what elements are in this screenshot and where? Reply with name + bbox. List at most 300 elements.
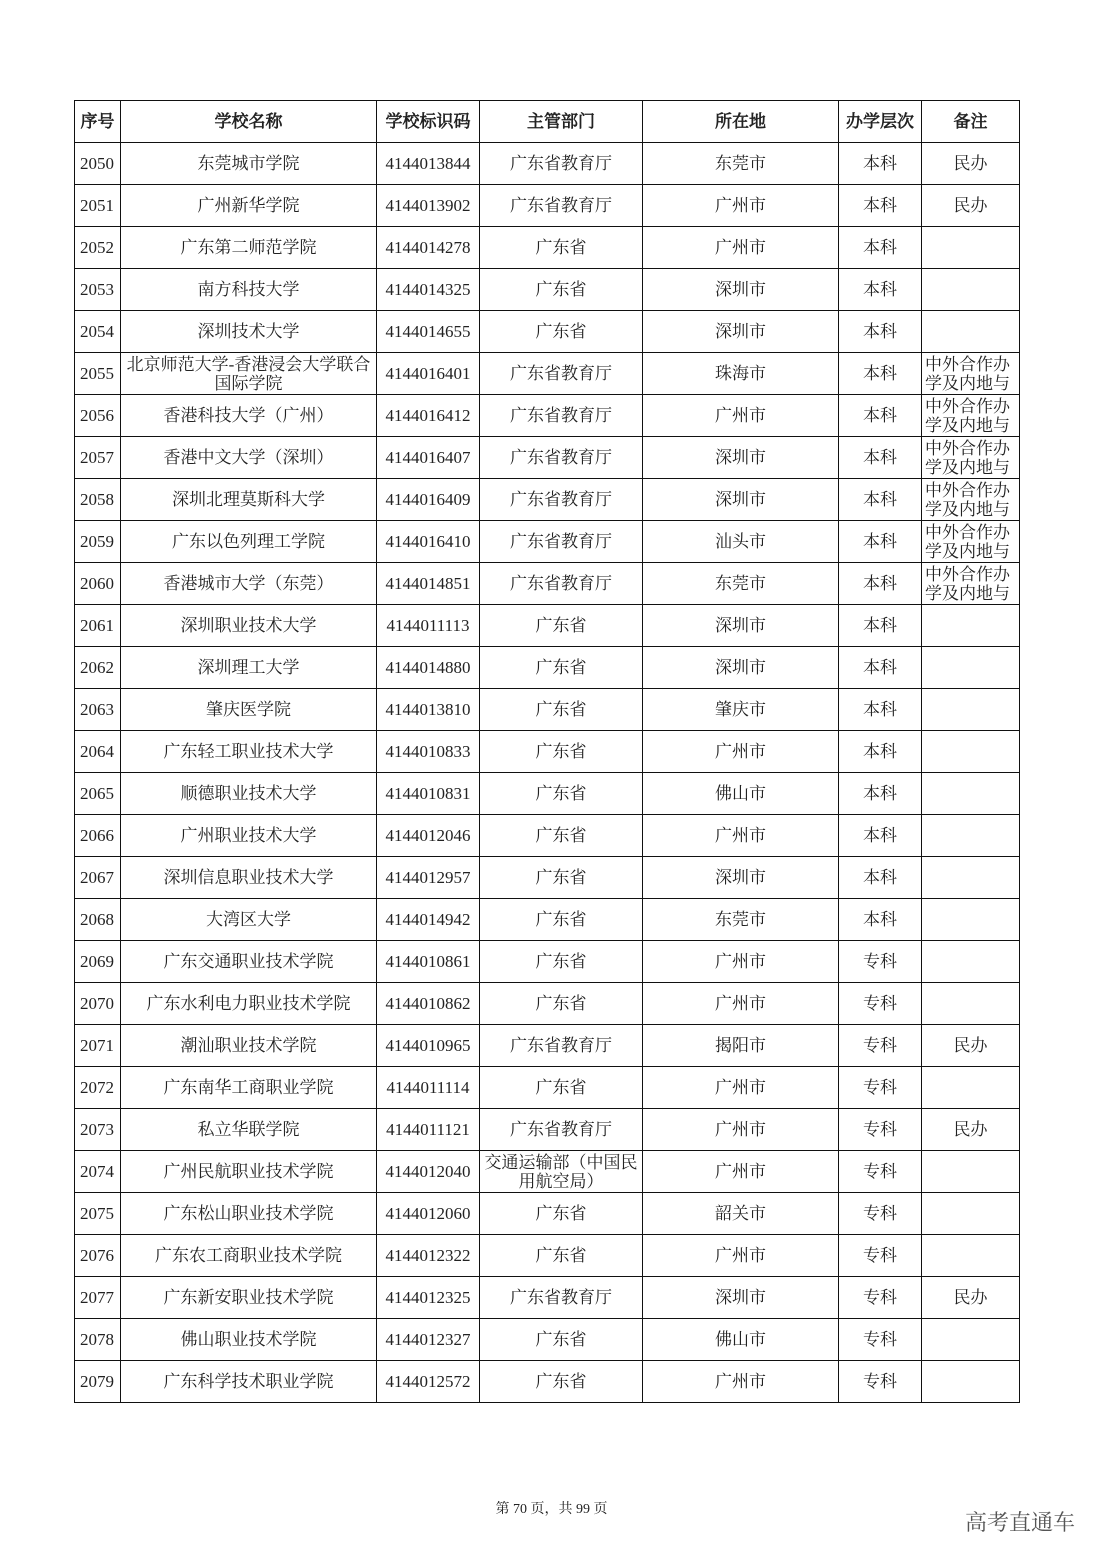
level-text: 专科 xyxy=(863,1288,897,1307)
department-text: 广东省 xyxy=(535,616,587,635)
cell-department xyxy=(480,731,643,773)
cell-school-name xyxy=(121,563,377,605)
cell-school-name xyxy=(121,1361,377,1403)
location-text: 深圳市 xyxy=(715,280,766,299)
cell-school-code xyxy=(377,395,480,437)
index-text: 2068 xyxy=(80,910,114,929)
cell-department xyxy=(480,395,643,437)
level-text: 专科 xyxy=(863,1036,897,1055)
table-row xyxy=(75,1109,1020,1151)
school-code-text: 4144010831 xyxy=(385,784,471,803)
school-code-text: 4144016409 xyxy=(385,490,471,509)
cell-notes xyxy=(922,479,1020,521)
school-name-text: 大湾区大学 xyxy=(206,910,291,929)
cell-school-name xyxy=(121,1277,377,1319)
location-text: 东莞市 xyxy=(715,154,766,173)
school-name-text: 东莞城市学院 xyxy=(197,154,300,173)
department-text: 广东省教育厅 xyxy=(510,490,612,509)
cell-index xyxy=(75,1361,121,1403)
cell-location xyxy=(643,815,839,857)
cell-department xyxy=(480,1361,643,1403)
school-name-text: 深圳信息职业技术大学 xyxy=(163,868,334,887)
header-department: 主管部门 xyxy=(480,101,643,143)
school-name-text: 广东轻工职业技术大学 xyxy=(163,742,334,761)
school-name-text: 潮汕职业技术学院 xyxy=(180,1036,317,1055)
location-text: 广州市 xyxy=(715,1246,766,1265)
cell-school-code xyxy=(377,1109,480,1151)
location-text: 广州市 xyxy=(715,742,766,761)
cell-index xyxy=(75,941,121,983)
cell-level xyxy=(839,437,922,479)
cell-school-code xyxy=(377,563,480,605)
cell-index xyxy=(75,1025,121,1067)
level-text: 本科 xyxy=(863,448,897,467)
cell-level xyxy=(839,1277,922,1319)
location-text: 揭阳市 xyxy=(715,1036,766,1055)
cell-index xyxy=(75,647,121,689)
index-text: 2064 xyxy=(80,742,114,761)
department-text: 广东省 xyxy=(535,742,587,761)
department-text: 广东省 xyxy=(535,994,587,1013)
school-code-text: 4144013902 xyxy=(385,196,471,215)
cell-department xyxy=(480,1193,643,1235)
index-text: 2059 xyxy=(80,532,114,551)
cell-location xyxy=(643,983,839,1025)
cell-department xyxy=(480,479,643,521)
cell-level xyxy=(839,143,922,185)
cell-location xyxy=(643,1193,839,1235)
cell-index xyxy=(75,605,121,647)
index-text: 2055 xyxy=(80,364,114,383)
cell-level xyxy=(839,1025,922,1067)
cell-school-name xyxy=(121,857,377,899)
cell-location xyxy=(643,1067,839,1109)
school-code-text: 4144014325 xyxy=(385,280,471,299)
level-text: 本科 xyxy=(863,574,897,593)
cell-index xyxy=(75,1319,121,1361)
school-code-text: 4144012325 xyxy=(385,1288,471,1307)
school-name-text: 广东新安职业技术学院 xyxy=(163,1288,334,1307)
cell-school-code xyxy=(377,353,480,395)
cell-school-name xyxy=(121,269,377,311)
index-text: 2069 xyxy=(80,952,114,971)
cell-index xyxy=(75,1193,121,1235)
cell-notes xyxy=(922,689,1020,731)
school-code-text: 4144012327 xyxy=(385,1330,471,1349)
school-code-text: 4144012060 xyxy=(385,1204,471,1223)
cell-notes xyxy=(922,437,1020,479)
department-text: 交通运输部（中国民用航空局） xyxy=(484,1152,638,1191)
cell-school-code xyxy=(377,941,480,983)
department-text: 广东省 xyxy=(535,826,587,845)
cell-school-name xyxy=(121,311,377,353)
table-row xyxy=(75,899,1020,941)
cell-index xyxy=(75,143,121,185)
index-text: 2072 xyxy=(80,1078,114,1097)
cell-school-code xyxy=(377,1067,480,1109)
table-row xyxy=(75,689,1020,731)
school-name-text: 顺德职业技术大学 xyxy=(180,784,317,803)
cell-index xyxy=(75,563,121,605)
cell-level xyxy=(839,563,922,605)
cell-index xyxy=(75,1109,121,1151)
school-code-text: 4144013844 xyxy=(385,154,471,173)
cell-level xyxy=(839,1319,922,1361)
cell-level xyxy=(839,521,922,563)
table-row xyxy=(75,269,1020,311)
school-code-text: 4144016401 xyxy=(385,364,471,383)
location-text: 深圳市 xyxy=(715,448,766,467)
notes-text xyxy=(922,1361,1019,1402)
cell-school-code xyxy=(377,605,480,647)
cell-notes xyxy=(922,1193,1020,1235)
cell-notes xyxy=(922,773,1020,815)
notes-text xyxy=(922,1235,1019,1276)
index-text: 2078 xyxy=(80,1330,114,1349)
cell-location xyxy=(643,353,839,395)
level-text: 专科 xyxy=(863,1162,897,1181)
department-text: 广东省 xyxy=(535,1246,587,1265)
level-text: 本科 xyxy=(863,280,897,299)
cell-department xyxy=(480,1025,643,1067)
location-text: 佛山市 xyxy=(715,1330,766,1349)
school-code-text: 4144014942 xyxy=(385,910,471,929)
cell-level xyxy=(839,815,922,857)
school-code-text: 4144012046 xyxy=(385,826,471,845)
cell-school-name xyxy=(121,1109,377,1151)
cell-notes xyxy=(922,1109,1020,1151)
cell-school-name xyxy=(121,605,377,647)
level-text: 本科 xyxy=(863,322,897,341)
notes-text xyxy=(922,647,1019,688)
department-text: 广东省教育厅 xyxy=(510,154,612,173)
cell-index xyxy=(75,899,121,941)
cell-level xyxy=(839,941,922,983)
cell-notes xyxy=(922,143,1020,185)
cell-location xyxy=(643,899,839,941)
school-name-text: 广州民航职业技术学院 xyxy=(163,1162,334,1181)
cell-index xyxy=(75,521,121,563)
notes-text xyxy=(922,857,1019,898)
cell-location xyxy=(643,395,839,437)
cell-level xyxy=(839,1361,922,1403)
cell-level xyxy=(839,1067,922,1109)
department-text: 广东省教育厅 xyxy=(510,574,612,593)
cell-notes xyxy=(922,269,1020,311)
location-text: 韶关市 xyxy=(715,1204,766,1223)
cell-level xyxy=(839,689,922,731)
cell-department xyxy=(480,311,643,353)
cell-school-code xyxy=(377,815,480,857)
notes-text xyxy=(922,605,1019,646)
cell-location xyxy=(643,1235,839,1277)
cell-school-name xyxy=(121,1151,377,1193)
department-text: 广东省 xyxy=(535,1330,587,1349)
cell-school-code xyxy=(377,1319,480,1361)
cell-level xyxy=(839,227,922,269)
cell-school-name xyxy=(121,479,377,521)
table-row xyxy=(75,647,1020,689)
cell-school-code xyxy=(377,437,480,479)
notes-text xyxy=(922,227,1019,268)
school-name-text: 广州职业技术大学 xyxy=(180,826,317,845)
notes-text xyxy=(922,1067,1019,1108)
school-code-text: 4144010862 xyxy=(385,994,471,1013)
header-row xyxy=(75,101,1020,143)
cell-location xyxy=(643,563,839,605)
notes-text xyxy=(922,815,1019,856)
school-name-text: 香港中文大学（深圳） xyxy=(163,448,334,467)
department-text: 广东省教育厅 xyxy=(510,196,612,215)
school-name-text: 深圳北理莫斯科大学 xyxy=(172,490,325,509)
cell-location xyxy=(643,689,839,731)
department-text: 广东省教育厅 xyxy=(510,1036,612,1055)
notes-text xyxy=(922,899,1019,940)
cell-department xyxy=(480,227,643,269)
cell-school-code xyxy=(377,143,480,185)
table-row xyxy=(75,941,1020,983)
notes-text: 中外合作办学及内地与 xyxy=(925,396,1010,435)
location-text: 广州市 xyxy=(715,1372,766,1391)
cell-notes xyxy=(922,311,1020,353)
cell-level xyxy=(839,269,922,311)
school-name-text: 香港科技大学（广州） xyxy=(163,406,334,425)
cell-school-name xyxy=(121,899,377,941)
cell-school-code xyxy=(377,983,480,1025)
notes-text: 民办 xyxy=(953,1036,988,1055)
table-row xyxy=(75,353,1020,395)
cell-department xyxy=(480,521,643,563)
cell-location xyxy=(643,1361,839,1403)
cell-department xyxy=(480,899,643,941)
cell-department xyxy=(480,983,643,1025)
school-code-text: 4144014851 xyxy=(385,574,471,593)
school-name-text: 深圳职业技术大学 xyxy=(180,616,317,635)
cell-school-name xyxy=(121,1025,377,1067)
level-text: 专科 xyxy=(863,1246,897,1265)
location-text: 深圳市 xyxy=(715,616,766,635)
cell-school-name xyxy=(121,941,377,983)
level-text: 本科 xyxy=(863,154,897,173)
index-text: 2051 xyxy=(80,196,114,215)
cell-notes xyxy=(922,563,1020,605)
cell-level xyxy=(839,983,922,1025)
cell-level xyxy=(839,185,922,227)
index-text: 2056 xyxy=(80,406,114,425)
department-text: 广东省 xyxy=(535,952,587,971)
cell-location xyxy=(643,857,839,899)
watermark: 高考直通车 xyxy=(964,1511,1075,1536)
cell-department xyxy=(480,1151,643,1193)
table-row xyxy=(75,143,1020,185)
cell-school-code xyxy=(377,311,480,353)
department-text: 广东省教育厅 xyxy=(510,448,612,467)
cell-department xyxy=(480,143,643,185)
level-text: 本科 xyxy=(863,532,897,551)
school-code-text: 4144010965 xyxy=(385,1036,471,1055)
cell-location xyxy=(643,269,839,311)
notes-text xyxy=(922,311,1019,352)
level-text: 专科 xyxy=(863,1330,897,1349)
cell-department xyxy=(480,1235,643,1277)
location-text: 广州市 xyxy=(715,406,766,425)
notes-text xyxy=(922,1193,1019,1234)
cell-school-code xyxy=(377,731,480,773)
level-text: 专科 xyxy=(863,1120,897,1139)
department-text: 广东省 xyxy=(535,322,587,341)
location-text: 深圳市 xyxy=(715,868,766,887)
level-text: 专科 xyxy=(863,952,897,971)
cell-department xyxy=(480,563,643,605)
cell-department xyxy=(480,941,643,983)
table-row xyxy=(75,1235,1020,1277)
school-code-text: 4144016410 xyxy=(385,532,471,551)
level-text: 专科 xyxy=(863,1078,897,1097)
notes-text xyxy=(922,983,1019,1024)
cell-school-name xyxy=(121,815,377,857)
notes-text xyxy=(922,941,1019,982)
cell-location xyxy=(643,185,839,227)
cell-school-name xyxy=(121,1319,377,1361)
location-text: 广州市 xyxy=(715,994,766,1013)
table-row xyxy=(75,479,1020,521)
cell-location xyxy=(643,1109,839,1151)
school-code-text: 4144012957 xyxy=(385,868,471,887)
cell-school-code xyxy=(377,1151,480,1193)
index-text: 2070 xyxy=(80,994,114,1013)
cell-location xyxy=(643,647,839,689)
cell-school-name xyxy=(121,1067,377,1109)
level-text: 本科 xyxy=(863,700,897,719)
cell-department xyxy=(480,689,643,731)
location-text: 东莞市 xyxy=(715,574,766,593)
cell-school-code xyxy=(377,185,480,227)
school-code-text: 4144016407 xyxy=(385,448,471,467)
cell-index xyxy=(75,1277,121,1319)
header-location: 所在地 xyxy=(643,101,839,143)
cell-school-name xyxy=(121,521,377,563)
index-text: 2057 xyxy=(80,448,114,467)
cell-notes xyxy=(922,1151,1020,1193)
index-text: 2076 xyxy=(80,1246,114,1265)
department-text: 广东省教育厅 xyxy=(510,532,612,551)
school-code-text: 4144011113 xyxy=(386,616,470,635)
cell-index xyxy=(75,395,121,437)
cell-index xyxy=(75,269,121,311)
notes-text: 中外合作办学及内地与 xyxy=(925,480,1010,519)
department-text: 广东省教育厅 xyxy=(510,406,612,425)
cell-school-name xyxy=(121,227,377,269)
school-name-text: 广东农工商职业技术学院 xyxy=(155,1246,342,1265)
cell-school-name xyxy=(121,1235,377,1277)
table-row xyxy=(75,731,1020,773)
department-text: 广东省 xyxy=(535,1372,587,1391)
level-text: 本科 xyxy=(863,490,897,509)
level-text: 专科 xyxy=(863,1204,897,1223)
cell-location xyxy=(643,479,839,521)
cell-school-code xyxy=(377,1025,480,1067)
location-text: 广州市 xyxy=(715,1162,766,1181)
cell-location xyxy=(643,1277,839,1319)
cell-location xyxy=(643,227,839,269)
school-name-text: 北京师范大学-香港浸会大学联合国际学院 xyxy=(126,354,371,393)
notes-text: 中外合作办学及内地与 xyxy=(925,564,1010,603)
department-text: 广东省教育厅 xyxy=(510,1120,612,1139)
level-text: 本科 xyxy=(863,868,897,887)
cell-notes xyxy=(922,605,1020,647)
level-text: 本科 xyxy=(863,658,897,677)
cell-notes xyxy=(922,815,1020,857)
department-text: 广东省 xyxy=(535,280,587,299)
index-text: 2052 xyxy=(80,238,114,257)
location-text: 珠海市 xyxy=(715,364,766,383)
cell-notes xyxy=(922,395,1020,437)
cell-index xyxy=(75,353,121,395)
table-row xyxy=(75,605,1020,647)
cell-school-code xyxy=(377,857,480,899)
cell-school-code xyxy=(377,479,480,521)
cell-notes xyxy=(922,731,1020,773)
cell-department xyxy=(480,1067,643,1109)
school-code-text: 4144010861 xyxy=(385,952,471,971)
cell-location xyxy=(643,1025,839,1067)
cell-location xyxy=(643,1319,839,1361)
cell-notes xyxy=(922,899,1020,941)
index-text: 2060 xyxy=(80,574,114,593)
index-text: 2054 xyxy=(80,322,114,341)
school-code-text: 4144014278 xyxy=(385,238,471,257)
school-name-text: 深圳技术大学 xyxy=(197,322,300,341)
department-text: 广东省 xyxy=(535,658,587,677)
location-text: 广州市 xyxy=(715,952,766,971)
level-text: 本科 xyxy=(863,616,897,635)
cell-level xyxy=(839,857,922,899)
school-code-text: 4144013810 xyxy=(385,700,471,719)
header-index: 序号 xyxy=(75,101,121,143)
cell-index xyxy=(75,1151,121,1193)
department-text: 广东省教育厅 xyxy=(510,364,612,383)
index-text: 2075 xyxy=(80,1204,114,1223)
cell-school-name xyxy=(121,773,377,815)
table-row xyxy=(75,563,1020,605)
school-name-text: 肇庆医学院 xyxy=(206,700,291,719)
cell-department xyxy=(480,437,643,479)
school-code-text: 4144014880 xyxy=(385,658,471,677)
schools-table xyxy=(74,100,1020,1403)
cell-school-code xyxy=(377,1361,480,1403)
index-text: 2067 xyxy=(80,868,114,887)
level-text: 本科 xyxy=(863,238,897,257)
cell-notes xyxy=(922,1235,1020,1277)
index-text: 2053 xyxy=(80,280,114,299)
table-row xyxy=(75,1361,1020,1403)
location-text: 肇庆市 xyxy=(715,700,766,719)
cell-department xyxy=(480,857,643,899)
cell-location xyxy=(643,311,839,353)
cell-level xyxy=(839,1109,922,1151)
school-code-text: 4144012572 xyxy=(385,1372,471,1391)
index-text: 2073 xyxy=(80,1120,114,1139)
cell-school-code xyxy=(377,521,480,563)
cell-index xyxy=(75,857,121,899)
cell-department xyxy=(480,1319,643,1361)
cell-index xyxy=(75,311,121,353)
table-row xyxy=(75,1151,1020,1193)
cell-level xyxy=(839,899,922,941)
cell-school-name xyxy=(121,185,377,227)
cell-level xyxy=(839,773,922,815)
header-school-name: 学校名称 xyxy=(121,101,377,143)
